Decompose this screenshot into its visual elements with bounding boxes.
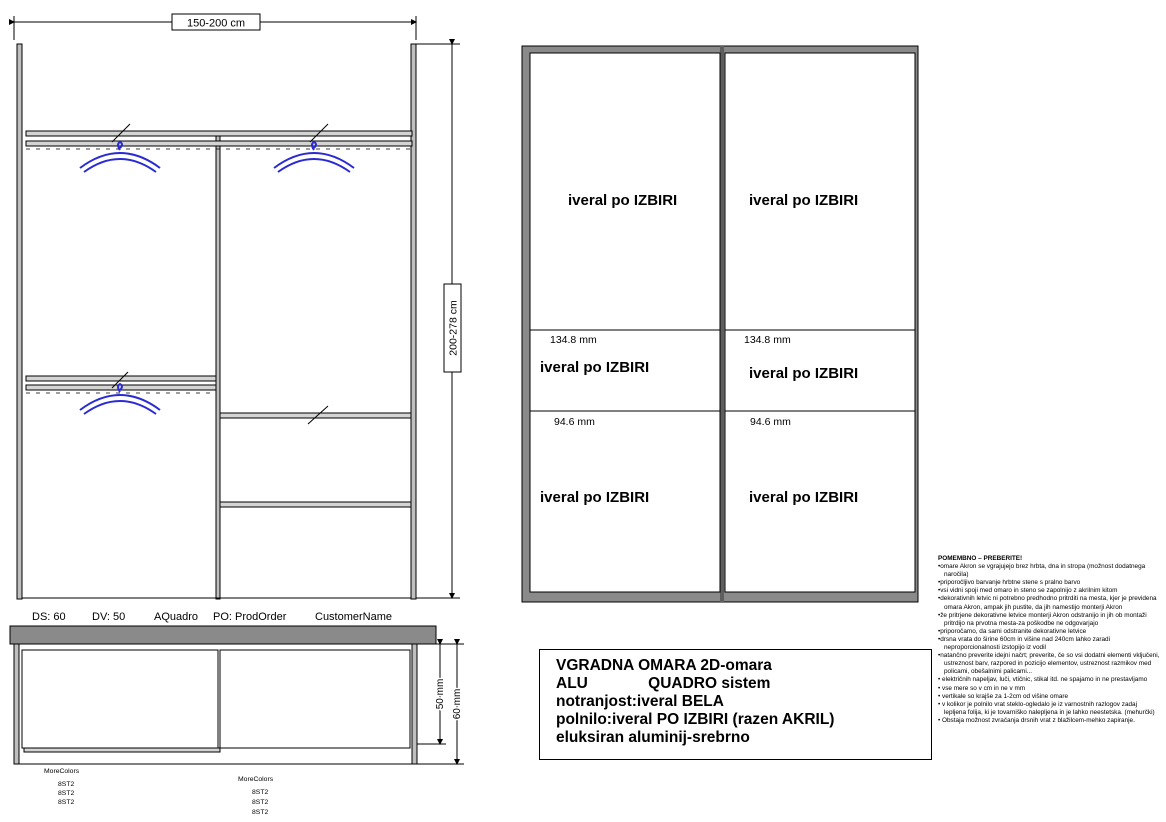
- note-item: • vertikale so krajše za 1-2cm od višine omare: [938, 692, 1069, 700]
- doors-drawing: [520, 44, 920, 604]
- customer-label: CustomerName: [315, 611, 393, 623]
- title-line: ALU QUADRO sistem: [556, 675, 771, 692]
- left-color-code: 8ST2: [58, 790, 75, 797]
- left-top-panel-label: iveral po IZBIRI: [568, 192, 678, 209]
- brand-label: AQuadro: [154, 611, 199, 623]
- left-colors-title: MoreColors: [44, 768, 80, 775]
- right-shelves: [220, 406, 411, 507]
- notes-heading: POMEMBNO – PREBERITE!: [938, 555, 1023, 562]
- ds-label: DS: 60: [32, 611, 66, 623]
- note-item: • vse mere so v cm in ne v mm: [938, 684, 1026, 692]
- left-middle-panel-label: iveral po IZBIRI: [540, 359, 650, 376]
- height-dimension-label: 200-278 cm: [447, 300, 460, 356]
- right-top-panel-label: iveral po IZBIRI: [749, 192, 859, 209]
- note-item: • električnih napeljav, luči, vtičnic, stikal itd. ne spajamo in ne prestavljamo: [938, 676, 1148, 684]
- top-shelf: [26, 124, 412, 149]
- width-dimension-label: 150-200 cm: [186, 17, 246, 30]
- note-item: •priporočamo, da sami odstranite dekorativne letvice: [938, 627, 1087, 635]
- title-line: notranjost:iveral BELA: [556, 693, 724, 710]
- right-middle-dim: 134.8 mm: [744, 334, 791, 346]
- left-color-code: 8ST2: [58, 799, 75, 806]
- title-line: polnilo:iveral PO IZBIRI (razen AKRIL): [556, 711, 835, 728]
- title-block: [539, 649, 932, 760]
- note-item: •natančno preverite idejni načrt; preverite, če so vsi dodatni elementi vključeni, ustreznost barv, razpored in pozicijo elementov, ustreznost razmikov med policami, obešalnimi palicami...: [938, 652, 1160, 676]
- left-bottom-panel-label: iveral po IZBIRI: [540, 489, 650, 506]
- plan-view-drawing: [0, 624, 470, 822]
- plan-frame: [14, 644, 417, 764]
- title-line: VGRADNA OMARA 2D-omara: [556, 657, 772, 674]
- right-bottom-dim: 94.6 mm: [750, 416, 791, 428]
- note-item: •dekorativnih letvic ni potrebno predhodno pritrditi na mesta, kjer je previdena omara Akron, ampak jih pustite, da jih namestijo monterji Akron: [938, 595, 1157, 611]
- right-bottom-panel-label: iveral po IZBIRI: [749, 489, 859, 506]
- left-bottom-dim: 94.6 mm: [554, 416, 595, 428]
- note-item: • v kolikor je polnilo vrat steklo-ogledalo je iz varnostnih razlogov zadaj lepljena folija, ki je tovarniško nalepljena in je lahko neestetska. (mehurčki): [938, 700, 1155, 716]
- left-middle-dim: 134.8 mm: [550, 334, 597, 346]
- right-colors-title: MoreColors: [238, 776, 274, 783]
- top-board: [10, 626, 436, 644]
- right-color-code: 8ST2: [252, 809, 269, 816]
- cabinet-frame: [17, 44, 416, 599]
- left-door: [530, 53, 720, 592]
- important-notes: [938, 555, 1160, 725]
- title-line: eluksiran aluminij-srebrno: [556, 729, 750, 746]
- width-dimension: [14, 14, 416, 40]
- note-item: •priporočljivo barvanje hrbtne stene s pralno barvo: [938, 579, 1081, 587]
- right-color-code: 8ST2: [252, 789, 269, 796]
- left-color-code: 8ST2: [58, 781, 75, 788]
- po-label: PO: ProdOrder: [213, 611, 287, 623]
- height-dimension: [416, 44, 461, 598]
- plan-dim-outer: 60 mm: [452, 688, 463, 720]
- note-item: •vsi vidni spoji med omaro in steno se zapolnijo z akrilnim kitom: [938, 587, 1118, 595]
- front-elevation-drawing: [0, 0, 470, 630]
- note-item: •omare Akron se vgrajujejo brez hrbta, dna in stropa (možnost dodatnega naročila): [938, 563, 1146, 579]
- note-item: •že pritrjene dekorativne letvice monterji Akron odstranijo in jih ob montaži pritrdijo na prvotna mesta-za poškodbe ne odgovarjajo: [938, 611, 1147, 627]
- note-item: • Obstaja možnost zvračanja drsnih vrat z blažilcem-mehko zapiranje.: [938, 716, 1135, 724]
- dv-label: DV: 50: [92, 611, 126, 623]
- right-door: [725, 53, 915, 592]
- plan-dim-inner: 50 mm: [435, 678, 446, 710]
- right-middle-panel-label: iveral po IZBIRI: [749, 365, 859, 382]
- note-item: •drsna vrata do širine 60cm in višine nad 240cm lahko zaradi neproporcionalnosti izstopijo iz vodil: [938, 635, 1111, 652]
- right-color-code: 8ST2: [252, 799, 269, 806]
